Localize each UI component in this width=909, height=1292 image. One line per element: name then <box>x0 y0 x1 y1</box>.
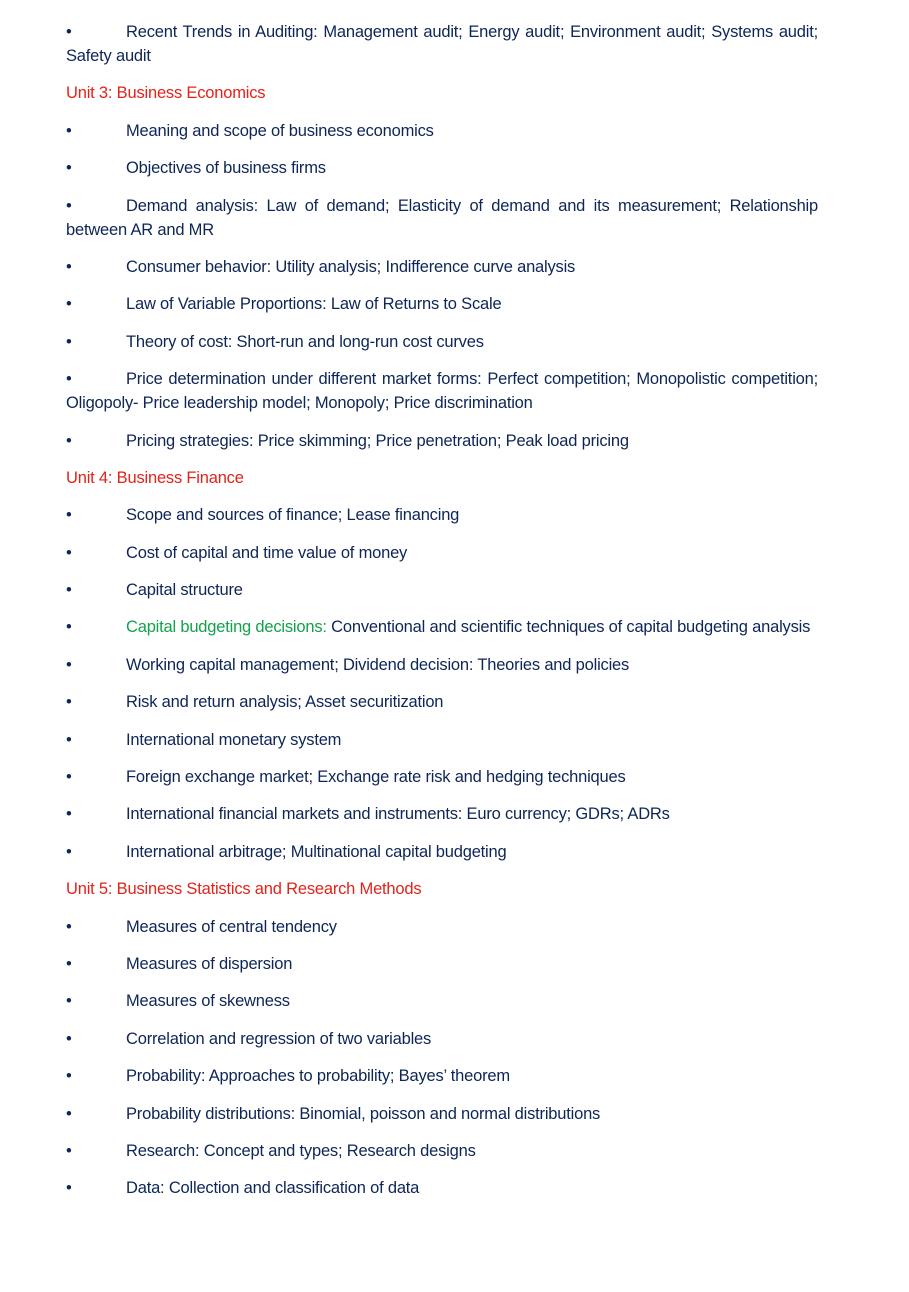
bullet: • <box>66 332 72 351</box>
list-item <box>66 615 818 639</box>
list-item-text: Conventional and scientific techniques of capital budgeting analysis <box>326 618 811 637</box>
list-item <box>66 429 818 453</box>
list-item-text: Measures of central tendency <box>126 917 337 936</box>
list-item <box>66 367 818 415</box>
list-item <box>66 578 818 602</box>
list-item-text: International monetary system <box>126 730 342 749</box>
list-item-text: Recent Trends in Auditing: Management audit; Energy audit; Environment audit; Systems audit; Safety audit <box>66 23 818 65</box>
list-item-text: Pricing strategies: Price skimming; Price penetration; Peak load pricing <box>126 431 629 450</box>
list-item-text: International arbitrage; Multinational capital budgeting <box>126 842 507 861</box>
syllabus-page <box>66 20 818 1214</box>
list-item <box>66 503 818 527</box>
list-item <box>66 20 818 68</box>
list-item <box>66 1176 818 1200</box>
list-item <box>66 1027 818 1051</box>
list-item-text: Objectives of business firms <box>126 159 326 178</box>
list-item <box>66 765 818 789</box>
bullet: • <box>66 581 72 600</box>
list-item-text: Price determination under different market forms: Perfect competition; Monopolistic competition; Oligopoly- Price leadership model; Monopoly; Price discrimination <box>66 370 818 413</box>
bullet: • <box>66 768 72 787</box>
list-item <box>66 989 818 1013</box>
bullet: • <box>66 23 72 41</box>
bullet: • <box>66 196 72 215</box>
bullet: • <box>66 257 72 276</box>
unit-heading: Unit 4: Business Finance <box>66 468 244 487</box>
bullet: • <box>66 730 72 749</box>
bullet: • <box>66 431 72 450</box>
list-item <box>66 1102 818 1126</box>
bullet: • <box>66 159 72 178</box>
list-item <box>66 952 818 976</box>
list-item <box>66 255 818 279</box>
list-item <box>66 840 818 864</box>
list-item <box>66 802 818 826</box>
list-item <box>66 156 818 180</box>
highlighted-lead-text: Capital budgeting decisions: <box>126 618 327 637</box>
bullet: • <box>66 1067 72 1086</box>
list-item <box>66 330 818 354</box>
bullet: • <box>66 992 72 1011</box>
list-item-text: Foreign exchange market; Exchange rate risk and hedging techniques <box>126 768 626 787</box>
bullet: • <box>66 370 72 389</box>
list-item <box>66 728 818 752</box>
bullet: • <box>66 954 72 973</box>
list-item <box>66 1139 818 1163</box>
unit-heading: Unit 3: Business Economics <box>66 84 266 103</box>
list-item <box>66 541 818 565</box>
bullet: • <box>66 543 72 562</box>
list-item-text: Probability distributions: Binomial, poisson and normal distributions <box>126 1104 601 1123</box>
list-item-text: Consumer behavior: Utility analysis; Indifference curve analysis <box>126 257 576 276</box>
list-item-text: Meaning and scope of business economics <box>126 121 434 140</box>
bullet: • <box>66 506 72 525</box>
list-item-text: Scope and sources of finance; Lease financing <box>126 506 460 525</box>
list-item-text: Research: Concept and types; Research designs <box>126 1141 476 1160</box>
list-item <box>66 119 818 143</box>
list-item-text: Theory of cost: Short-run and long-run cost curves <box>126 332 484 351</box>
bullet: • <box>66 1141 72 1160</box>
bullet: • <box>66 295 72 314</box>
bullet: • <box>66 121 72 140</box>
list-item <box>66 915 818 939</box>
list-item-text: Data: Collection and classification of data <box>126 1179 420 1198</box>
list-item-text: Law of Variable Proportions: Law of Returns to Scale <box>126 295 502 314</box>
list-item-text: Risk and return analysis; Asset securitization <box>126 693 444 712</box>
bullet: • <box>66 618 72 637</box>
unit-heading: Unit 5: Business Statistics and Research Methods <box>66 880 422 899</box>
list-item-text: Measures of dispersion <box>126 954 293 973</box>
list-item-text: Cost of capital and time value of money <box>126 543 408 562</box>
list-item-text: Measures of skewness <box>126 992 290 1011</box>
bullet: • <box>66 917 72 936</box>
list-item <box>66 194 818 242</box>
bullet: • <box>66 1104 72 1123</box>
bullet: • <box>66 655 72 674</box>
bullet: • <box>66 693 72 712</box>
list-item-text: International financial markets and instruments: Euro currency; GDRs; ADRs <box>126 805 670 824</box>
list-item <box>66 690 818 714</box>
bullet: • <box>66 1029 72 1048</box>
list-item-text: Demand analysis: Law of demand; Elasticity of demand and its measurement; Relationship between AR and MR <box>66 196 818 239</box>
list-item-text: Capital structure <box>126 581 243 600</box>
list-item <box>66 292 818 316</box>
list-item-text: Correlation and regression of two variables <box>126 1029 432 1048</box>
list-item <box>66 1064 818 1088</box>
bullet: • <box>66 805 72 824</box>
bullet: • <box>66 842 72 861</box>
bullet: • <box>66 1179 72 1198</box>
list-item-text: Working capital management; Dividend decision: Theories and policies <box>126 655 630 674</box>
list-item <box>66 653 818 677</box>
list-item-text: Probability: Approaches to probability; Bayes’ theorem <box>126 1067 510 1086</box>
